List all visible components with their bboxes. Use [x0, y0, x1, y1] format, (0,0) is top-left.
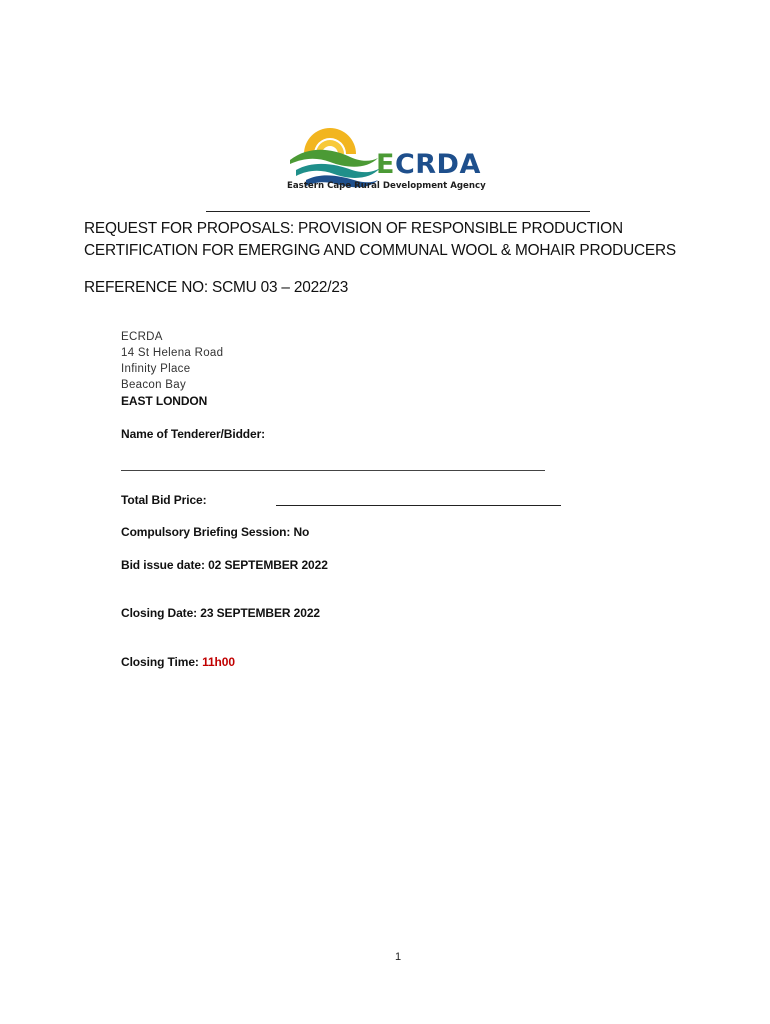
logo-wordmark-rest: CRDA	[394, 149, 481, 180]
logo-subtitle: Eastern Cape Rural Development Agency	[287, 181, 486, 191]
closing-time-value: 11h00	[202, 655, 235, 669]
logo-wordmark-first-letter: E	[376, 149, 395, 180]
title-line-2: CERTIFICATION FOR EMERGING AND COMMUNAL WOOL & MOHAIR PRODUCERS	[84, 242, 676, 259]
logo-wordmark	[376, 151, 481, 178]
address-line-1: ECRDA	[121, 331, 163, 343]
reference-number: REFERENCE NO: SCMU 03 – 2022/23	[84, 279, 349, 296]
address-line-4: Beacon Bay	[121, 379, 187, 391]
title-line-1: REQUEST FOR PROPOSALS: PROVISION OF RESPONSIBLE PRODUCTION	[84, 220, 623, 237]
header-rule	[206, 211, 590, 212]
closing-date: Closing Date: 23 SEPTEMBER 2022	[121, 606, 320, 620]
page-number: 1	[395, 951, 402, 963]
closing-time-label: Closing Time:	[121, 655, 203, 669]
price-label: Total Bid Price:	[121, 493, 207, 507]
tenderer-label: Name of Tenderer/Bidder:	[121, 427, 266, 441]
address-line-3: Infinity Place	[121, 363, 191, 375]
briefing-session: Compulsory Briefing Session: No	[121, 525, 310, 539]
price-input-line[interactable]	[276, 505, 561, 506]
address-city: EAST LONDON	[121, 394, 208, 408]
address-line-2: 14 St Helena Road	[121, 347, 224, 359]
hills-icon	[290, 150, 378, 167]
tenderer-input-line[interactable]	[121, 470, 545, 471]
document-title	[84, 218, 676, 262]
closing-time	[121, 655, 235, 670]
bid-issue-date: Bid issue date: 02 SEPTEMBER 2022	[121, 558, 328, 572]
